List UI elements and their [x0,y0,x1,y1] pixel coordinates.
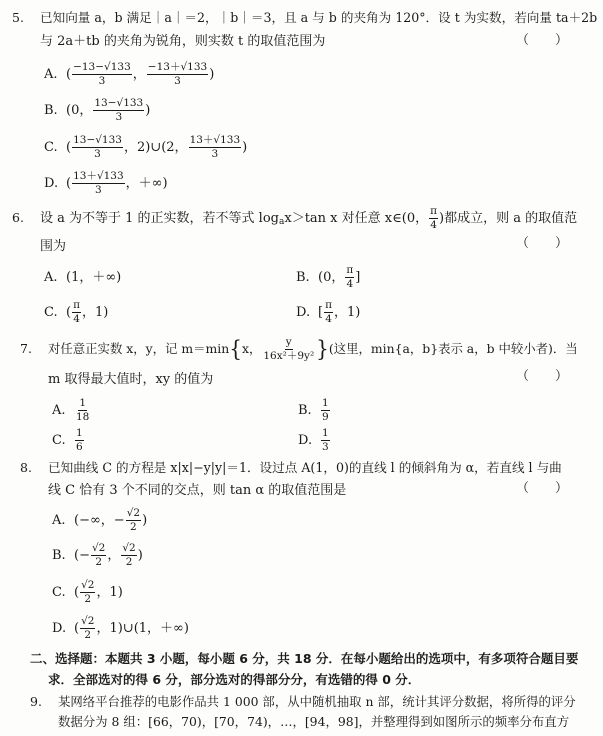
q5-option-b: B. (0， $\frac{13-√133}{3}$ ) [44,97,151,123]
section2-heading: 二、选择题：本题共 3 小题，每小题 6 分，共 18 分．在每小题给出的选项中，有多项符合题目要 [30,651,579,666]
option-label: A. [52,512,66,528]
q8-option-c: C. ( $\frac{√2}{2}$ ，1) [52,579,123,605]
q8-answer-paren: （ ） [516,481,569,496]
q7-line2: m 取得最大值时，xy 的值为 [48,372,214,387]
q7-option-a [52,395,91,425]
fraction: $\frac{√2}{2}$ [81,579,95,605]
option-label: C. [44,304,58,320]
q7-option-b [298,395,331,425]
q6-option-d: D. [ $\frac{\pi}{4}$ ，1) [296,299,361,325]
q6-number: 6. [12,210,24,225]
option-label: A. [52,402,66,418]
q7-option-c [52,425,85,455]
q5-option-a: A. ( $\frac{-13-√133}{3}$ ， $\frac{-13+√133}{3}$ ) [44,61,215,87]
q6-option-c: C. ( $\frac{\pi}{4}$ ，1) [44,299,109,325]
q8-line1: 已知曲线 C 的方程是 x|x|−y|y|＝1．设过点 A(1，0)的直线 l 的倾斜角为 α，若直线 l 与曲 [48,460,562,475]
option-label: D. [52,620,67,636]
fraction: $\frac{-13+√133}{3}$ [147,61,208,87]
q6-answer-paren: （ ） [516,236,569,251]
fraction: $\frac{13+√133}{3}$ [189,134,241,160]
q6-line2: 围为 [40,239,67,254]
option-label: B. [52,547,66,563]
q6-option-b: B. (0， $\frac{\pi}{4}$ ] [296,264,361,290]
fraction: $\frac{y}{\text{16x²＋9y²}}$ [263,336,315,362]
q5-line2: 与 2a＋tb 的夹角为锐角，则实数 t 的取值范围为 [40,34,326,49]
q5-answer-paren: （ ） [516,33,569,48]
q7-answer-paren: （ ） [516,369,569,384]
option-label: C. [52,584,66,600]
fraction: $\frac{1}{18}$ [76,397,90,423]
q7-number: 7. [20,341,32,356]
q8-option-d: D. ( $\frac{√2}{2}$ ，1)∪(1，＋∞) [52,615,189,641]
q7-line1: 对任意正实数 x，y，记 m＝min { x， $\frac{y}{\text{16x²＋9y²}}$ } (这里，min{a，b}表示 a，b 中较小者)．当 [48,335,578,363]
fraction: $\frac{13-√133}{3}$ [73,134,122,160]
section2-instructions: 求．全部选对的得 6 分，部分选对的得部分分，有选错的得 0 分． [48,672,421,687]
option-label: B. [296,269,310,285]
fraction: $\frac{\pi}{4}$ [73,299,80,325]
option-label: B. [298,402,312,418]
q8-option-b: B. (− $\frac{√2}{2}$ ， $\frac{√2}{2}$ ) [52,542,143,568]
q8-option-a: A. (−∞，− $\frac{√2}{2}$ ) [52,507,148,533]
option-label: A. [44,269,58,285]
option-label: C. [44,139,58,155]
option-label: B. [44,102,58,118]
q5-line1: 已知向量 a，b 满足｜a｜＝2，｜b｜＝3，且 a 与 b 的夹角为 120°．设 t 为实数，若向量 ta＋2b [40,10,598,25]
option-label: D. [296,304,311,320]
fraction: $\frac{1}{6}$ [76,427,83,453]
option-label: D. [44,175,59,191]
q7-option-d [298,425,331,455]
fraction: $\frac{-13-√133}{3}$ [73,61,131,87]
option-label: C. [52,432,66,448]
fraction: $\frac{√2}{2}$ [122,542,136,568]
q9-number: 9. [30,694,42,709]
q8-line2: 线 C 恰有 3 个不同的交点，则 tan α 的取值范围是 [48,483,347,498]
fraction: $\frac{√2}{2}$ [126,507,141,533]
fraction: $\frac{13+√133}{3}$ [73,170,124,196]
fraction: $\frac{1}{3}$ [322,427,329,453]
fraction: $\frac{\pi}{4}$ [430,205,437,231]
q5-number: 5. [12,10,24,25]
fraction: $\frac{1}{9}$ [322,397,329,423]
fraction: $\frac{\pi}{4}$ [325,299,332,325]
fraction: $\frac{√2}{2}$ [81,615,95,641]
q5-option-c: C. ( $\frac{13-√133}{3}$ ，2)∪(2， $\frac{13+√133}{3}$ ) [44,134,248,160]
fraction: $\frac{13-√133}{3}$ [94,97,144,123]
fraction: $\frac{\pi}{4}$ [346,264,354,290]
q9-line1: 某网络平台推荐的电影作品共 1 000 部，从中随机抽取 n 部，统计其评分数据，将所得的评分 [58,694,576,709]
q9-line2: 数据分为 8 组：[66，70)，[70，74)，…，[94，98]，并整理得到如图所示的频率分布直方 [58,714,570,729]
q6-line1: 设 a 为不等于 1 的正实数，若不等式 log a x＞tan x 对任意 x∈ (0， $\frac{\pi}{4}$ ) 都成立，则 a 的取值范 [40,205,578,231]
option-label: A. [44,66,58,82]
q5-option-d: D. ( $\frac{13+√133}{3}$ ，＋∞) [44,170,168,196]
fraction: $\frac{√2}{2}$ [91,542,106,568]
option-label: D. [298,432,313,448]
q6-option-a: A. (1，＋∞) [44,269,122,285]
q8-number: 8. [20,460,32,475]
